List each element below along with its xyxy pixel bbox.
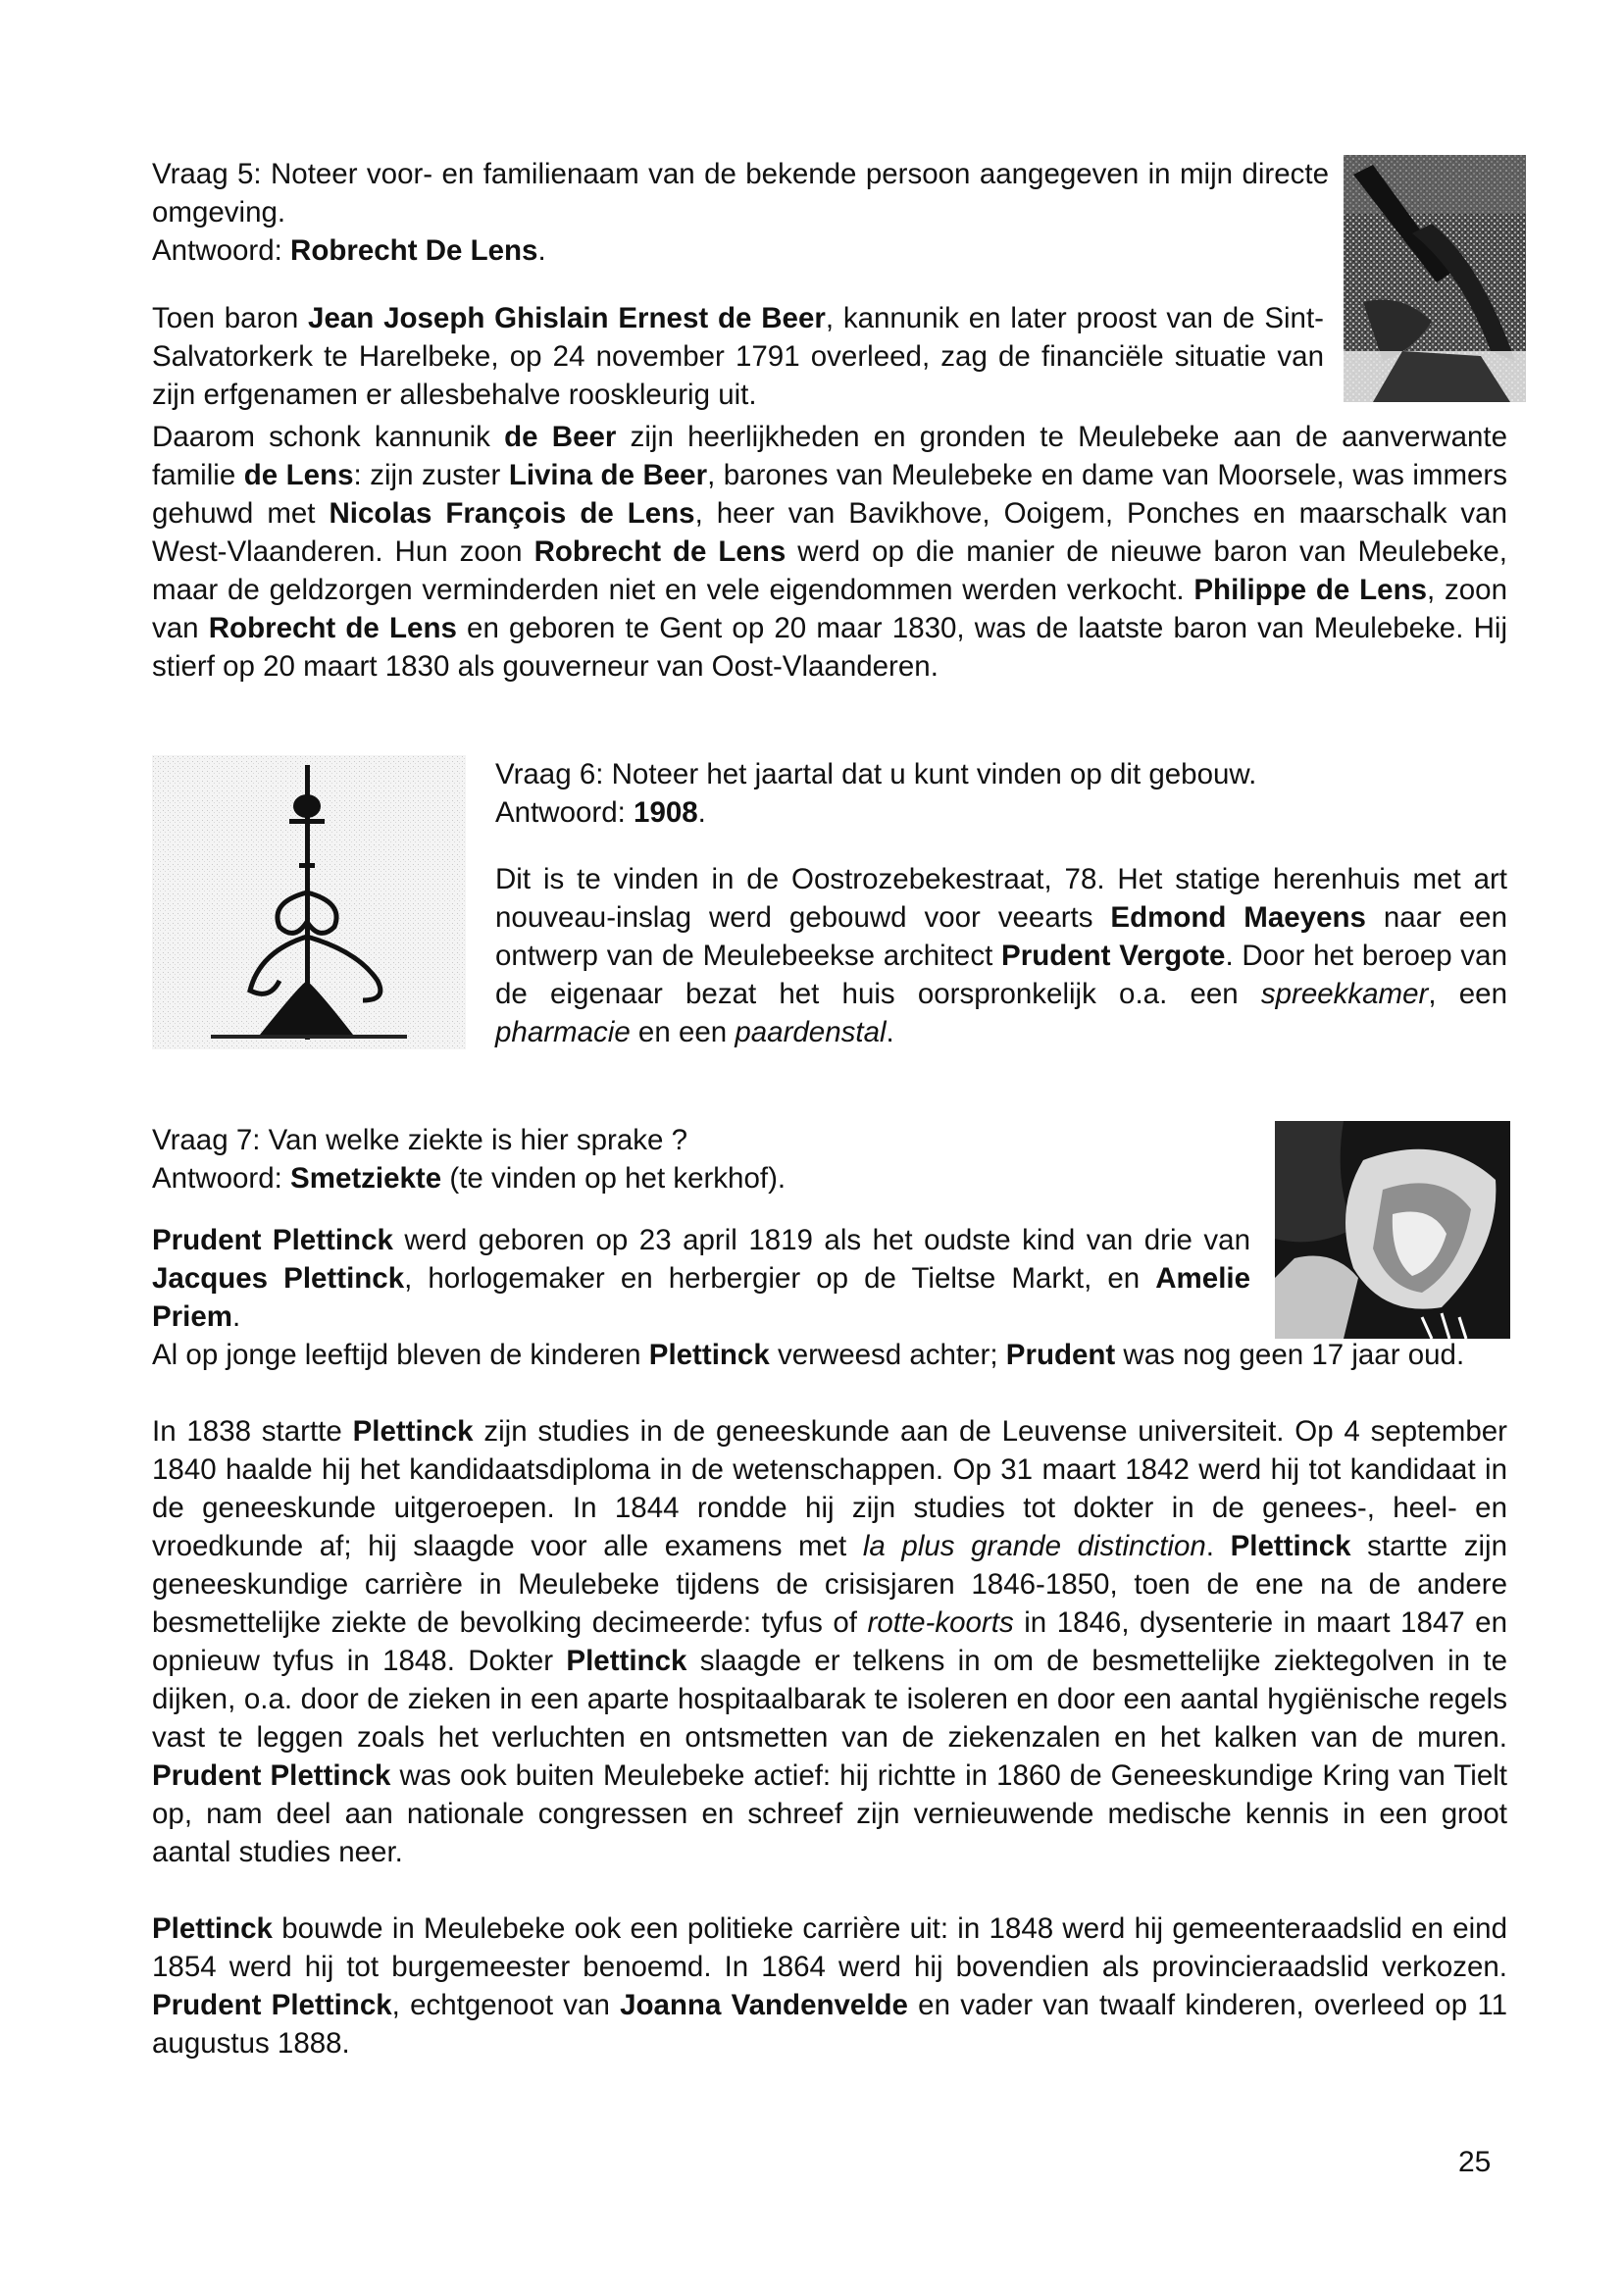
paragraph-plettinck-career: In 1838 startte Plettinck zijn studies in de geneeskunde aan de Leuvense universiteit. Op 4 september 1840 haalde hij het kandidaatsdiploma in de wetenschappen. Op 31 maart 1842 werd hij tot kandidaat in de geneeskunde uitgeroepen. In 1844 rondde hij zijn studies tot dokter in de genees-, heel- en vroedkunde af; hij slaagde voor alle examens met la plus grande distinction. Plettinck startte zijn geneeskundige carrière in Meulebeke tijdens de crisisjaren 1846-1850, toen de ene na de andere besmettelijke ziekte de bevolking decimeerde: tyfus of rotte-koorts in 1846, dysenterie in maart 1847 en opnieuw tyfus in 1848. Dokter Plettinck slaagde er telkens in om de besmettelijke ziektegolven in te dijken, o.a. door de zieken in een aparte hospitaalbarak te isoleren en door een aantal hygiënische regels vast te leggen zoals het verluchten en ontsmetten van de ziekenzalen en het kalken van de muren. Prudent Plettinck was ook buiten Meulebeke actief: hij richtte in 1860 de Geneeskundige Kring van Tielt op, nam deel aan nationale congressen en schreef zijn vernieuwende medische kennis in een groot aantal studies neer. [152,1415,1508,1868]
question-7-block [152,1121,1250,1197]
statue-photo-graphic [1344,155,1526,402]
paragraph-herenhuis: Dit is te vinden in de Oostrozebekestraat, 78. Het statige herenhuis met art nouveau-inslag werd gebouwd voor veearts Edmond Maeyens naar een ontwerp van de Meulebeekse architect Prudent Vergote. Door het beroep van de eigenaar bezat het huis oorspronkelijk o.a. een spreekkamer, een pharmacie en een paardenstal. [495,863,1507,1048]
answer-6-value: 1908 [634,796,698,829]
answer-5-value: Robrecht De Lens [290,234,538,267]
question-6-text: Vraag 6: Noteer het jaartal dat u kunt vinden op dit gebouw. [495,758,1257,790]
paragraph-de-lens: Daarom schonk kannunik de Beer zijn heerlijkheden en gronden te Meulebeke aan de aanverwante familie de Lens: zijn zuster Livina de Beer, barones van Meulebeke en dame van Moorsele, was immers gehuwd met Nicolas François de Lens, heer van Bavikhove, Ooigem, Ponches en maarschalk van West-Vlaanderen. Hun zoon Robrecht de Lens werd op die manier de nieuwe baron van Meulebeke, maar de geldzorgen verminderden niet en vele eigendommen werden verkocht. Philippe de Lens, zoon van Robrecht de Lens en geboren te Gent op 20 maar 1830, was de laatste baron van Meulebeke. Hij stierf op 20 maart 1830 als gouverneur van Oost-Vlaanderen. [152,421,1507,683]
question-5-block [152,155,1329,270]
grave-sculpture-photo-graphic [1275,1121,1510,1339]
paragraph-plettinck-birth: Prudent Plettinck werd geboren op 23 april 1819 als het oudste kind van drie van Jacques Plettinck, horlogemaker en herbergier op de Tieltse Markt, en Amelie Priem. [152,1224,1250,1333]
page-number: 25 [1458,2146,1492,2178]
answer-7: Antwoord: Smetziekte (te vinden op het kerkhof). [152,1162,787,1195]
answer-7-value: Smetziekte [290,1162,442,1195]
paragraph-plettinck-politics: Plettinck bouwde in Meulebeke ook een politieke carrière uit: in 1848 werd hij gemeenteraadslid en eind 1854 werd hij tot burgemeester benoemd. In 1864 werd hij bovendien als provincieraadslid verkozen. Prudent Plettinck, echtgenoot van Joanna Vandenvelde en vader van twaalf kinderen, overleed op 11 augustus 1888. [152,1912,1507,2060]
statue-photo [1344,155,1526,402]
question-6-block [495,755,1507,832]
ironwork-photo-graphic [152,755,466,1049]
answer-6: Antwoord: 1908. [495,796,706,829]
answer-5: Antwoord: Robrecht De Lens. [152,234,546,267]
paragraph-plettinck-orphans: Al op jonge leeftijd bleven de kinderen Plettinck verweesd achter; Prudent was nog geen 17 jaar oud. [152,1339,1465,1371]
paragraph-de-beer: Toen baron Jean Joseph Ghislain Ernest de Beer, kannunik en later proost van de Sint-Salvatorkerk te Harelbeke, op 24 november 1791 overleed, zag de financiële situatie van zijn erfgenamen er allesbehalve rooskleurig uit. [152,302,1324,411]
ironwork-photo [152,755,466,1049]
question-5-text: Vraag 5: Noteer voor- en familienaam van de bekende persoon aangegeven in mijn directe omgeving. [152,158,1329,229]
grave-sculpture-photo [1275,1121,1510,1339]
question-7-text: Vraag 7: Van welke ziekte is hier sprake ? [152,1124,688,1156]
